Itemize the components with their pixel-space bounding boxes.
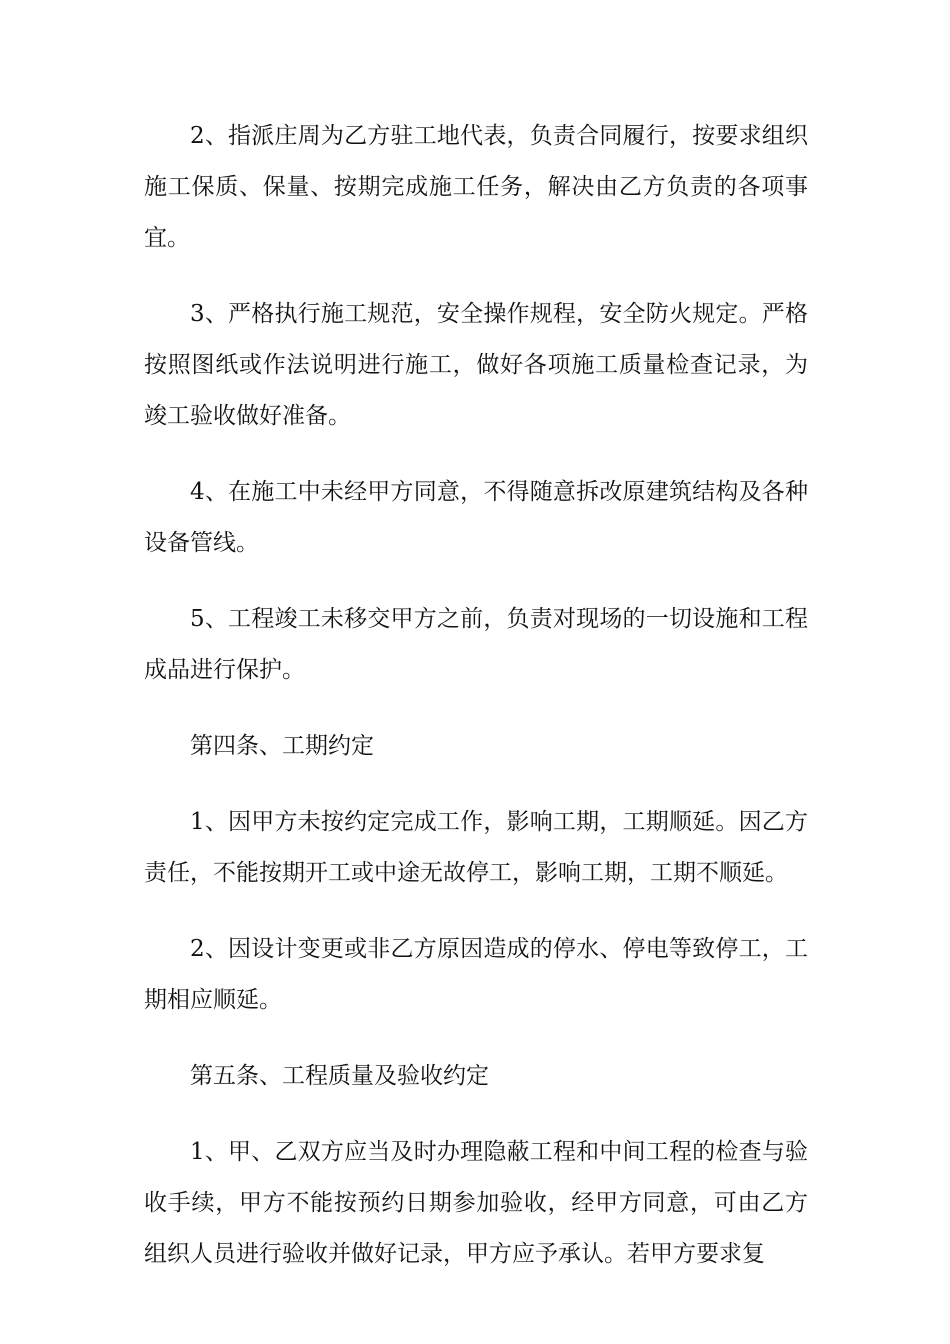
clause-4-item-2: 2、因设计变更或非乙方原因造成的停水、停电等致停工，工期相应顺延。 <box>144 936 808 1013</box>
clause-5-heading: 第五条、工程质量及验收约定 <box>190 1063 489 1089</box>
clause-3-item-3: 3、严格执行施工规范，安全操作规程，安全防火规定。严格按照图纸或作法说明进行施工，做好各项施工质量检查记录，为竣工验收做好准备。 <box>144 301 808 429</box>
clause-3-item-2: 2、指派庄周为乙方驻工地代表，负责合同履行，按要求组织施工保质、保量、按期完成施工任务，解决由乙方负责的各项事宜。 <box>144 123 808 251</box>
clause-4-heading: 第四条、工期约定 <box>190 733 374 759</box>
clause-3-item-5: 5、工程竣工未移交甲方之前，负责对现场的一切设施和工程成品进行保护。 <box>144 606 808 683</box>
clause-4-item-1: 1、因甲方未按约定完成工作，影响工期，工期顺延。因乙方责任，不能按期开工或中途无故停工，影响工期，工期不顺延。 <box>144 809 808 886</box>
document-body <box>144 111 808 1305</box>
clause-3-item-4: 4、在施工中未经甲方同意，不得随意拆改原建筑结构及各种设备管线。 <box>144 479 808 556</box>
clause-5-item-1: 1、甲、乙双方应当及时办理隐蔽工程和中间工程的检查与验收手续，甲方不能按预约日期参加验收，经甲方同意，可由乙方组织人员进行验收并做好记录，甲方应予承认。若甲方要求复 <box>144 1139 808 1267</box>
